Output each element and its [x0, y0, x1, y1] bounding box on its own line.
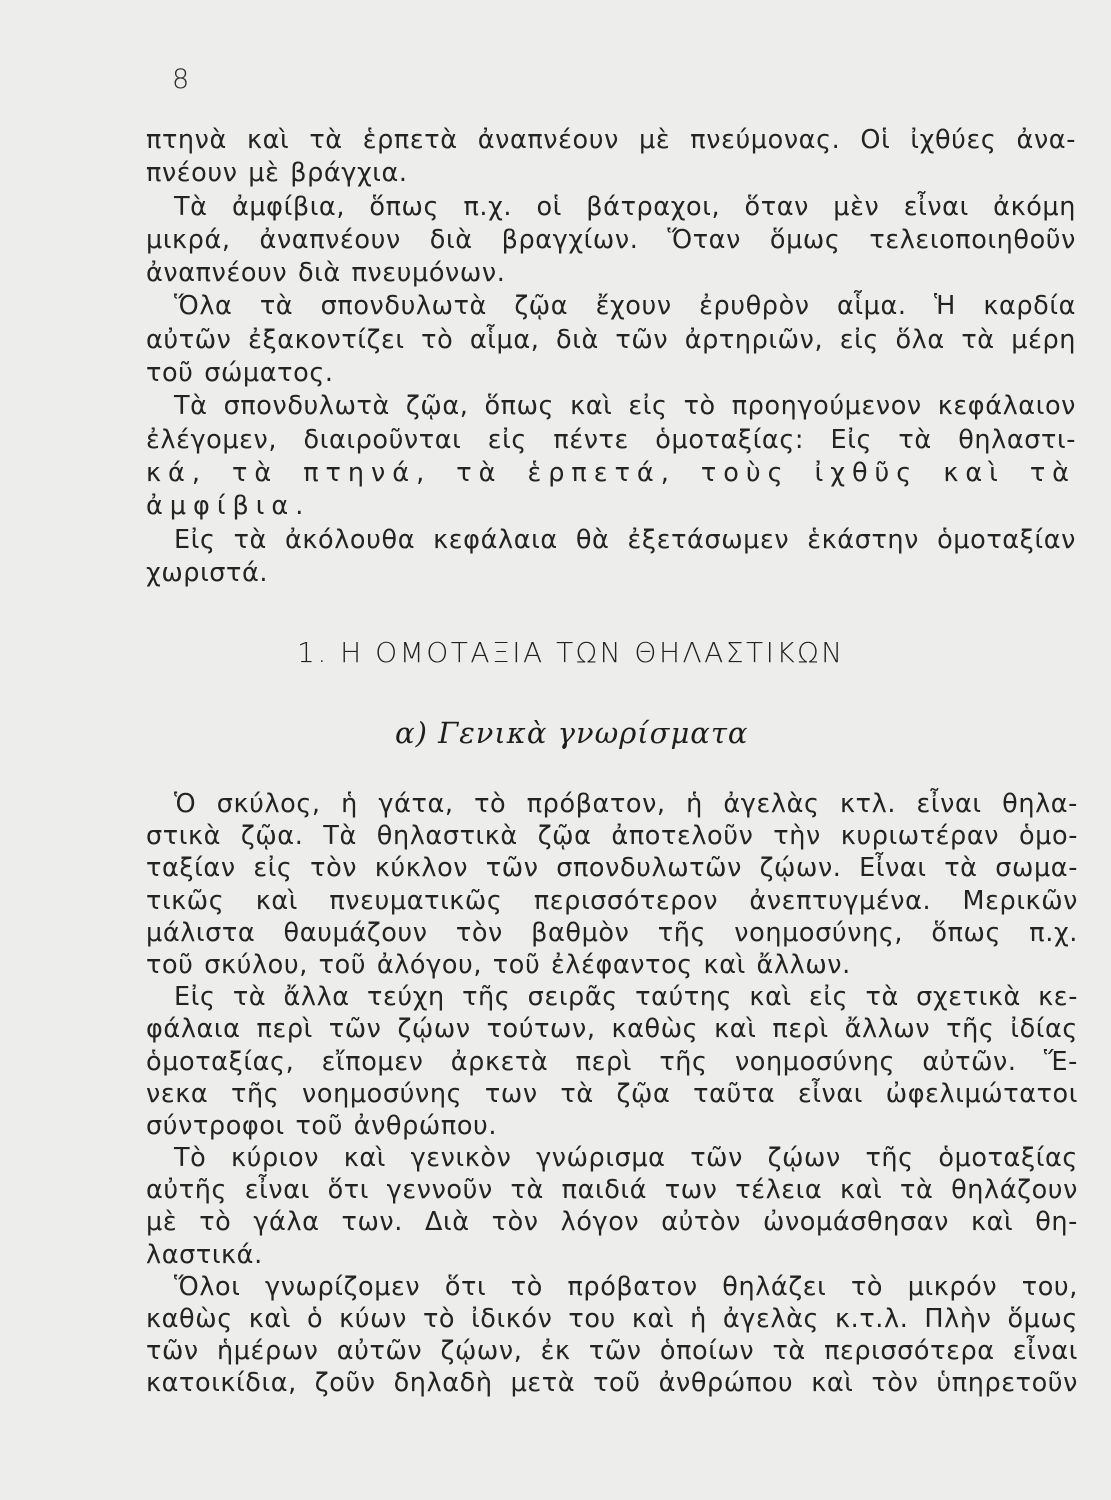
- section-heading: 1. Η ΟΜΟΤΑΞΙΑ ΤΩΝ ΘΗΛΑΣΤΙΚΩΝ: [297, 636, 845, 669]
- text-line: αὐτῶν ἐξακοντίζει τὸ αἷμα, διὰ τῶν ἀρτηριῶν, εἰς ὅλα τὰ μέρη: [146, 324, 1076, 355]
- text-line: ὁμοταξίας, εἴπομεν ἀρκετὰ περὶ τῆς νοημοσύνης αὐτῶν. Ἕ-: [146, 1046, 1078, 1077]
- text-line: Τὰ σπονδυλωτὰ ζῷα, ὅπως καὶ εἰς τὸ προηγούμενον κεφάλαιον: [174, 391, 1076, 422]
- text-line: Ὅλα τὰ σπονδυλωτὰ ζῷα ἔχουν ἐρυθρὸν αἷμα. Ἡ καρδία: [174, 291, 1076, 322]
- text-line: κατοικίδια, ζοῦν δηλαδὴ μετὰ τοῦ ἀνθρώπου καὶ τὸν ὑπηρετοῦν: [146, 1368, 1078, 1399]
- text-line: τοῦ σκύλου, τοῦ ἀλόγου, τοῦ ἐλέφαντος καὶ ἄλλων.: [146, 949, 851, 980]
- intro-paragraphs: [146, 124, 1076, 590]
- text-line: Εἰς τὰ ἀκόλουθα κεφάλαια θὰ ἐξετάσωμεν ἑκάστην ὁμοταξίαν: [174, 524, 1076, 555]
- text-line: τοῦ σώματος.: [146, 358, 334, 389]
- text-line: ἐλέγομεν, διαιροῦνται εἰς πέντε ὁμοταξίας: Εἰς τὰ θηλαστι-: [146, 424, 1076, 455]
- text-line: Εἰς τὰ ἄλλα τεύχη τῆς σειρᾶς ταύτης καὶ εἰς τὰ σχετικὰ κε-: [174, 982, 1078, 1013]
- text-line: Ὅλοι γνωρίζομεν ὅτι τὸ πρόβατον θηλάζει τὸ μικρόν του,: [174, 1271, 1078, 1302]
- text-line: ἀμφίβια.: [146, 491, 311, 522]
- text-line: πτηνὰ καὶ τὰ ἑρπετὰ ἀναπνέουν μὲ πνεύμονας. Οἱ ἰχθύες ἀνα-: [146, 125, 1076, 155]
- page-number: 8: [172, 64, 190, 95]
- text-line: στικὰ ζῷα. Τὰ θηλαστικὰ ζῷα ἀποτελοῦν τὴν κυριωτέραν ὁμο-: [146, 821, 1078, 852]
- text-line: σύντροφοι τοῦ ἀνθρώπου.: [146, 1110, 498, 1141]
- text-line: τῶν ἡμέρων αὐτῶν ζῴων, ἐκ τῶν ὁποίων τὰ περισσότερα εἶναι: [146, 1336, 1078, 1367]
- text-line: Τὰ ἀμφίβια, ὅπως π.χ. οἱ βάτραχοι, ὅταν μὲν εἶναι ἀκόμη: [174, 191, 1076, 222]
- text-line: λαστικά.: [146, 1239, 263, 1270]
- text-line: Τὸ κύριον καὶ γενικὸν γνώρισμα τῶν ζῴων τῆς ὁμοταξίας: [174, 1143, 1078, 1174]
- text-line: μὲ τὸ γάλα των. Διὰ τὸν λόγον αὐτὸν ὠνομάσθησαν καὶ θη-: [146, 1207, 1078, 1238]
- text-line: ταξίαν εἰς τὸν κύκλον τῶν σπονδυλωτῶν ζῴων. Εἶναι τὰ σωμα-: [146, 853, 1078, 884]
- text-line: μικρά, ἀναπνέουν διὰ βραγχίων. Ὅταν ὅμως τελειοποιηθοῦν: [146, 224, 1076, 255]
- text-line: καθὼς καὶ ὁ κύων τὸ ἰδικόν του καὶ ἡ ἀγελὰς κ.τ.λ. Πλὴν ὅμως: [146, 1304, 1078, 1334]
- text-line: τικῶς καὶ πνευματικῶς περισσότερον ἀνεπτυγμένα. Μερικῶν: [146, 885, 1078, 916]
- text-line: χωριστά.: [146, 557, 269, 588]
- text-line: κά, τὰ πτηνά, τὰ ἑρπετά, τοὺς ἰχθῦς καὶ τὰ: [146, 457, 1076, 488]
- body-paragraphs: [146, 788, 1078, 1400]
- text-line: νεκα τῆς νοημοσύνης των τὰ ζῷα ταῦτα εἶναι ὠφελιμώτατοι: [146, 1078, 1078, 1109]
- text-line: φάλαια περὶ τῶν ζῴων τούτων, καθὼς καὶ περὶ ἄλλων τῆς ἰδίας: [146, 1014, 1078, 1045]
- text-line: αὐτῆς εἶναι ὅτι γεννοῦν τὰ παιδιά των τέλεια καὶ τὰ θηλάζουν: [146, 1175, 1078, 1206]
- text-line: ἀναπνέουν διὰ πνευμόνων.: [146, 258, 506, 289]
- text-line: πνέουν μὲ βράγχια.: [146, 158, 408, 189]
- text-line: μάλιστα θαυμάζουν τὸν βαθμὸν τῆς νοημοσύνης, ὅπως π.χ.: [146, 917, 1078, 948]
- text-line: Ὁ σκύλος, ἡ γάτα, τὸ πρόβατον, ἡ ἀγελὰς κτλ. εἶναι θηλα-: [174, 789, 1078, 819]
- subheading: α) Γενικὰ γνωρίσματα: [395, 716, 749, 750]
